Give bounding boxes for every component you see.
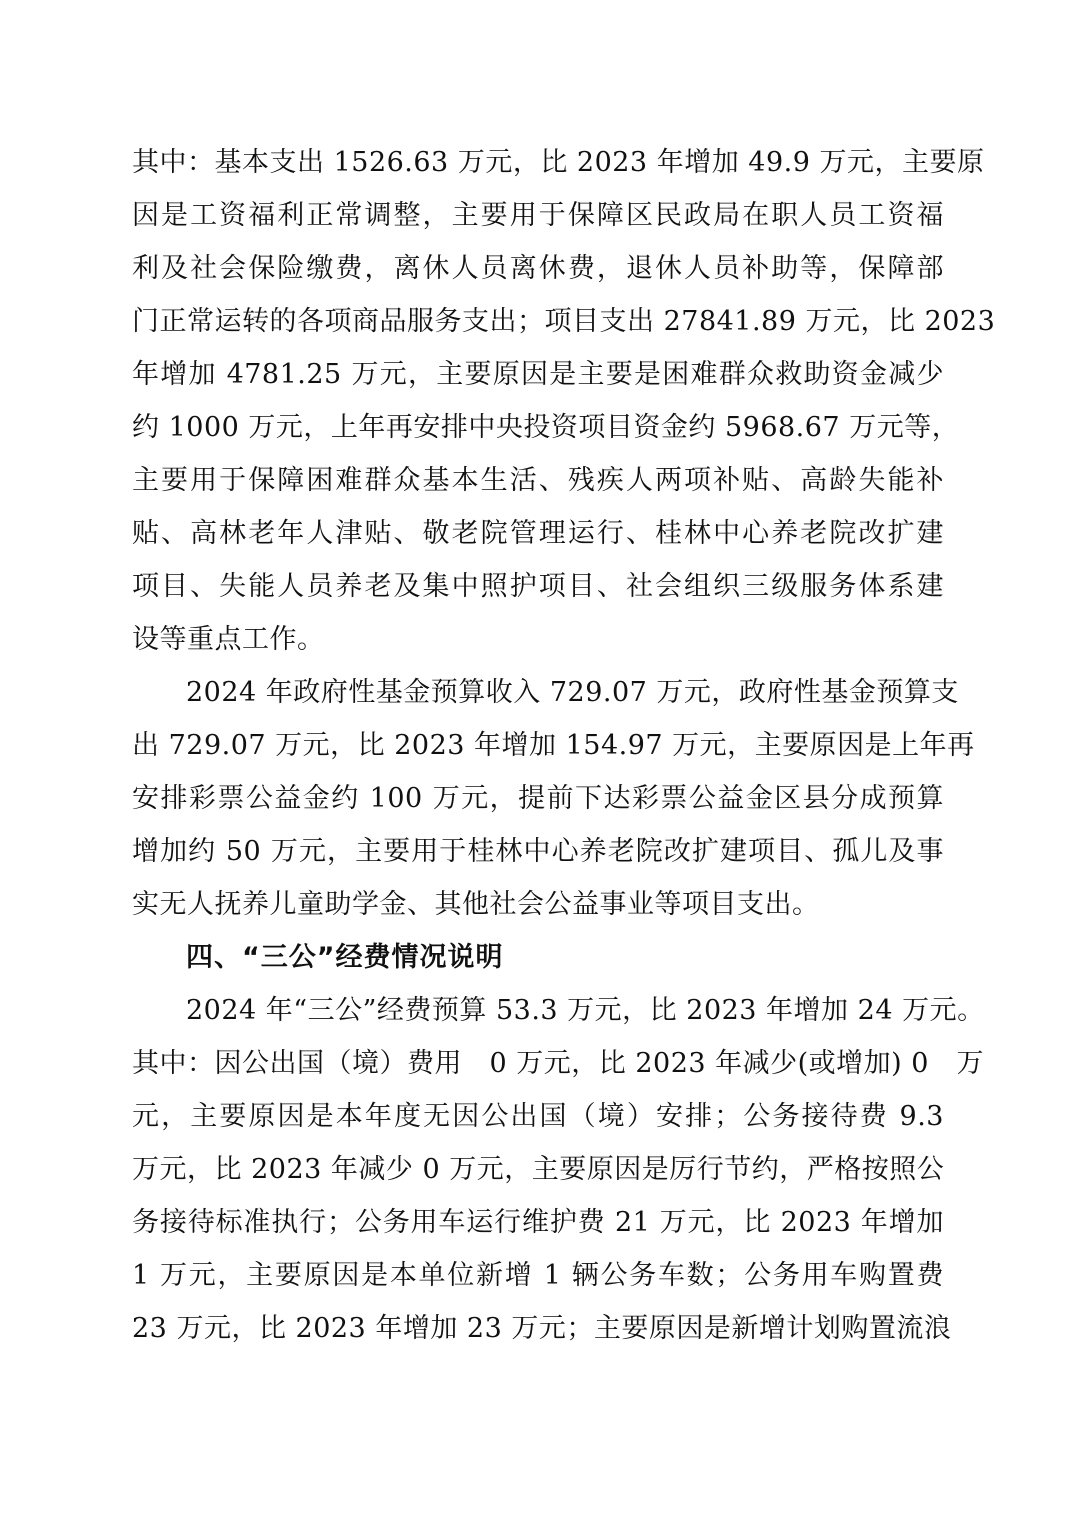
paragraph-line: 元，主要原因是本年度无因公出国（境）安排；公务接待费 9.3 [132,1101,944,1132]
paragraph-line: 年增加 4781.25 万元，主要原因是主要是困难群众救助资金减少 [132,359,944,390]
paragraph-line: 门正常运转的各项商品服务支出；项目支出 27841.89 万元，比 2023 [132,306,996,337]
paragraph-line: 万元，比 2023 年减少 0 万元，主要原因是厉行节约，严格按照公 [132,1154,945,1185]
paragraph-line: 其中：因公出国（境）费用 0 万元，比 2023 年减少(或增加) 0 万 [132,1048,984,1079]
paragraph-line: 务接待标准执行；公务用车运行维护费 21 万元，比 2023 年增加 [132,1207,944,1238]
paragraph-line: 利及社会保险缴费，离休人员离休费，退休人员补助等，保障部 [132,253,944,284]
paragraph-line: 因是工资福利正常调整，主要用于保障区民政局在职人员工资福 [132,200,944,231]
paragraph-line: 约 1000 万元，上年再安排中央投资项目资金约 5968.67 万元等， [132,412,960,443]
paragraph-line: 1 万元，主要原因是本单位新增 1 辆公务车数；公务用车购置费 [132,1260,944,1291]
paragraph-line: 23 万元，比 2023 年增加 23 万元；主要原因是新增计划购置流浪 [132,1313,952,1344]
paragraph-line: 项目、失能人员养老及集中照护项目、社会组织三级服务体系建 [132,571,944,602]
paragraph-line: 2024 年“三公”经费预算 53.3 万元，比 2023 年增加 24 万元。 [186,995,985,1026]
paragraph-line: 出 729.07 万元，比 2023 年增加 154.97 万元，主要原因是上年再 [132,730,975,761]
paragraph-line: 增加约 50 万元，主要用于桂林中心养老院改扩建项目、孤儿及事 [132,836,944,867]
paragraph-line: 主要用于保障困难群众基本生活、残疾人两项补贴、高龄失能补 [132,465,944,496]
section-heading: 四、“三公”经费情况说明 [186,942,504,973]
paragraph-line: 2024 年政府性基金预算收入 729.07 万元，政府性基金预算支 [186,677,959,708]
paragraph-line: 设等重点工作。 [132,624,325,655]
paragraph-line: 安排彩票公益金约 100 万元，提前下达彩票公益金区县分成预算 [132,783,944,814]
paragraph-line: 实无人抚养儿童助学金、其他社会公益事业等项目支出。 [132,889,820,920]
paragraph-line: 贴、高林老年人津贴、敬老院管理运行、桂林中心养老院改扩建 [132,518,944,549]
paragraph-line: 其中：基本支出 1526.63 万元，比 2023 年增加 49.9 万元，主要原 [132,147,985,178]
